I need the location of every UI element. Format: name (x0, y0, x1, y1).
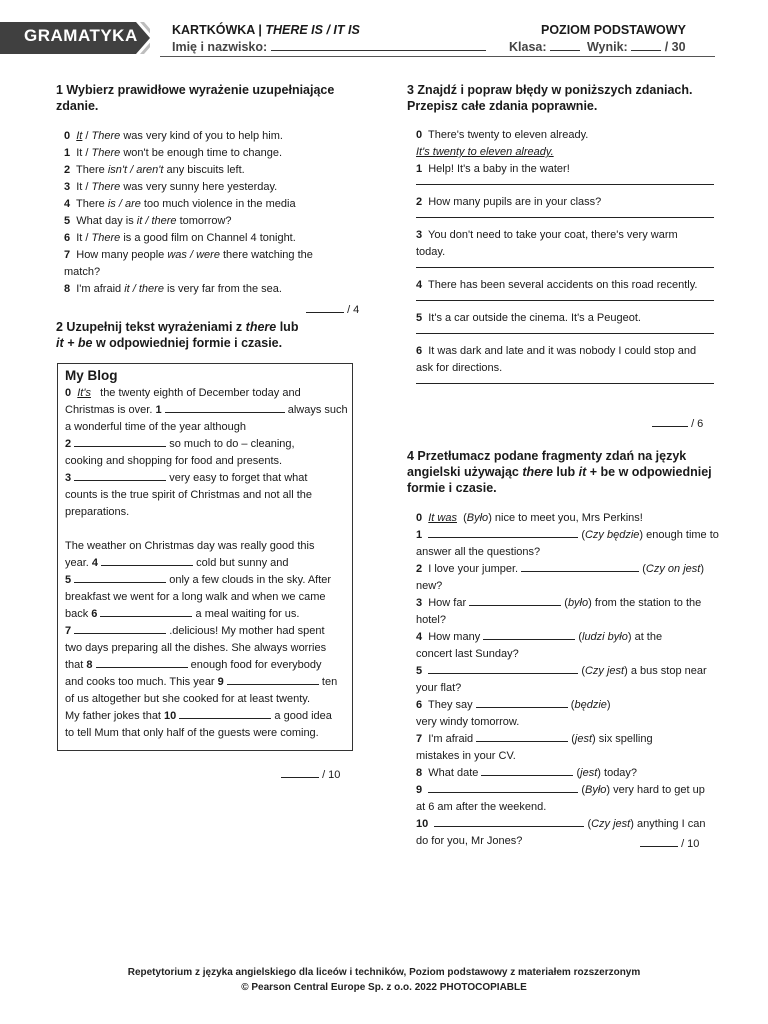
item-number: 5 (416, 665, 423, 677)
blog-line: and cooks too much. This year 9 ten (65, 676, 338, 688)
blog-line: a wonderful time of the year although (65, 421, 247, 433)
blog-line: that 8 enough food for everybody (65, 659, 322, 671)
list-item[interactable]: 10 (Czy jest) anything I can (416, 818, 706, 830)
item-number: 2 (416, 196, 423, 208)
blog-line: 5 only a few clouds in the sky. After (65, 574, 332, 586)
item-number: 6 (416, 345, 423, 357)
item-number: 0 (64, 130, 71, 142)
class-score-fields[interactable]: Klasa: Wynik: / 30 (509, 40, 686, 54)
list-item[interactable]: 6 They say (będzie) (416, 699, 611, 711)
item-cont: do for you, Mr Jones? (416, 835, 523, 847)
item-number: 5 (64, 215, 71, 227)
item-number: 2 (65, 438, 72, 450)
list-item[interactable]: 8 I'm afraid it / there is very far from the sea. (64, 283, 282, 295)
polish-hint: jest (574, 733, 593, 745)
blog-line: cooking and shopping for food and presents. (65, 455, 283, 467)
list-item[interactable]: 6 It / There is a good film on Channel 4 tonight. (64, 232, 296, 244)
answer-blank[interactable] (521, 561, 639, 572)
item-number: 10 (416, 818, 429, 830)
item-cont: today. (416, 246, 446, 258)
item-cont: hotel? (416, 614, 446, 626)
list-item[interactable]: 5 (Czy jest) a bus stop near (416, 665, 707, 677)
item-number: 4 (91, 557, 99, 569)
item-cont: mistakes in your CV. (416, 750, 516, 762)
item-number: 3 (64, 181, 71, 193)
item-number: 8 (86, 659, 93, 671)
worksheet-title: KARTKÓWKA | THERE IS / IT IS (172, 23, 360, 37)
item-number: 3 (416, 597, 423, 609)
answer-blank[interactable] (476, 731, 568, 742)
polish-hint: było (567, 597, 589, 609)
polish-hint: Czy jest (584, 665, 625, 677)
option-b[interactable]: There (91, 130, 121, 142)
options[interactable]: it / there (136, 215, 177, 227)
blog-line: year. 4 cold but sunny and (65, 557, 289, 569)
answer-blank[interactable] (476, 697, 568, 708)
blog-line: of us altogether but she cooked for at least twenty. (65, 693, 310, 705)
answer-blank[interactable] (227, 674, 319, 685)
list-item[interactable]: 3 How far (było) from the station to the (416, 597, 702, 609)
answer-blank[interactable] (434, 816, 584, 827)
example-answer: It's (77, 387, 91, 399)
options[interactable]: it / there (124, 283, 164, 295)
answer-blank[interactable] (428, 527, 578, 538)
list-item[interactable]: 9 (Było) very hard to get up (416, 784, 705, 796)
answer-blank[interactable] (101, 555, 193, 566)
task1-heading: 1 Wybierz prawidłowe wyrażenie uzupełniające zdanie. (56, 83, 335, 113)
item-number: 4 (416, 631, 423, 643)
header-divider (160, 56, 715, 57)
options[interactable]: isn't / aren't (107, 164, 164, 176)
polish-hint: Czy on jest (645, 563, 701, 575)
item-number: 3 (416, 229, 423, 241)
item-number: 5 (416, 312, 423, 324)
list-item: 5 It's a car outside the cinema. It's a Peugeot. (416, 310, 714, 334)
item-number: 5 (65, 574, 72, 586)
polish-hint: Było (584, 784, 607, 796)
list-item[interactable]: 7 I'm afraid (jest) six spelling (416, 733, 653, 745)
answer-blank[interactable] (469, 595, 561, 606)
item-cont: concert last Sunday? (416, 648, 519, 660)
item-number: 1 (416, 529, 423, 541)
answer-blank[interactable] (74, 436, 166, 447)
blog-line: 2 so much to do – cleaning, (65, 438, 295, 450)
answer-line[interactable] (416, 217, 714, 218)
list-item: 6 It was dark and late and it was nobody I could stop and ask for directions. (416, 343, 714, 384)
task2-heading: 2 Uzupełnij tekst wyrażeniami z there lub it + be w odpowiedniej formie i czasie. (56, 320, 299, 350)
polish-hint: Czy jest (591, 818, 631, 830)
item-number: 2 (64, 164, 71, 176)
list-item[interactable]: 4 There is / are too much violence in the media (64, 198, 296, 210)
blog-line: The weather on Christmas day was really good this (65, 540, 315, 552)
item-number: 7 (65, 625, 72, 637)
item-number: 8 (64, 283, 71, 295)
list-item[interactable]: 7 How many people was / were there watching the (64, 249, 313, 261)
answer-blank[interactable] (179, 708, 271, 719)
item-number: 6 (91, 608, 98, 620)
item-number: 1 (64, 147, 71, 159)
item-number: 6 (416, 699, 423, 711)
polish-hint: Było (466, 512, 489, 524)
name-field[interactable]: Imię i nazwisko: (172, 40, 486, 54)
list-item[interactable]: 0 It was (Było) nice to meet you, Mrs Perkins! (416, 512, 643, 524)
list-item[interactable]: 2 There isn't / aren't any biscuits left. (64, 164, 245, 176)
task3-list (416, 161, 714, 393)
item-number: 7 (64, 249, 71, 261)
polish-hint: Czy będzie (584, 529, 640, 541)
section-label: GRAMATYKA (24, 26, 138, 45)
item-cont: answer all the questions? (416, 546, 541, 558)
answer-line[interactable] (416, 333, 714, 334)
list-item[interactable]: 2 I love your jumper. (Czy on jest) new? (416, 563, 704, 592)
blog-line: breakfast we went for a long walk and when we came (65, 591, 326, 603)
task4-heading: 4 Przetłumacz podane fragmenty zdań na język angielski używając there lub it + be w odpowiedniej formie i czasie. (407, 449, 712, 495)
answer-blank[interactable] (100, 606, 192, 617)
answer-blank[interactable] (74, 572, 166, 583)
answer-line[interactable] (416, 300, 714, 301)
example-answer: It was (428, 512, 457, 524)
answer-blank[interactable] (165, 402, 285, 413)
task1-list (64, 128, 364, 298)
example-answer: It (76, 130, 83, 142)
option-a[interactable]: It (76, 147, 83, 159)
item-number: 1 (416, 163, 423, 175)
blog-text (65, 385, 350, 742)
list-item[interactable]: 8 What date (jest) today? (416, 767, 638, 779)
task3-score[interactable]: / 6 (652, 416, 703, 430)
list-item[interactable]: 1 It / There won't be enough time to change. (64, 147, 283, 159)
blog-line: 7 .delicious! My mother had spent (65, 625, 325, 637)
item-number: 2 (416, 563, 423, 575)
task3-example: 0 There's twenty to eleven already. It's twenty to eleven already. (416, 129, 589, 158)
task3-heading: 3 Znajdź i popraw błędy w poniższych zdaniach. Przepisz całe zdania poprawnie. (407, 83, 693, 113)
item-cont: your flat? (416, 682, 462, 694)
item-number: 4 (416, 279, 423, 291)
blog-line: counts is the true spirit of Christmas and not all the (65, 489, 313, 501)
answer-blank[interactable] (96, 657, 188, 668)
list-item-cont: match? (64, 266, 101, 278)
item-number: 3 (65, 472, 72, 484)
blog-line: back 6 a meal waiting for us. (65, 608, 300, 620)
answer-line[interactable] (416, 184, 714, 185)
option-b[interactable]: There (91, 232, 121, 244)
item-cont: ask for directions. (416, 362, 503, 374)
list-item: 3 You don't need to take your coat, there's very warm today. (416, 227, 714, 268)
list-item[interactable]: 3 It / There was very sunny here yesterday. (64, 181, 278, 193)
list-item: 4 There has been several accidents on this road recently. (416, 277, 714, 301)
answer-blank[interactable] (74, 623, 166, 634)
answer-blank[interactable] (483, 629, 575, 640)
answer-line[interactable] (416, 267, 714, 268)
blog-line: 0 It's the twenty eighth of December today and (65, 387, 301, 399)
option-b[interactable]: There (91, 147, 121, 159)
list-item[interactable]: 4 How many (ludzi było) at the (416, 631, 663, 643)
blog-line: preparations. (65, 506, 130, 518)
item-cont: at 6 am after the weekend. (416, 801, 547, 813)
blog-line: to tell Mum that only half of the guests were coming. (65, 727, 319, 739)
blog-line: two days preparing all the dishes. She always worries (65, 642, 327, 654)
item-number: 6 (64, 232, 71, 244)
task1-score[interactable]: / 4 (306, 302, 359, 316)
item-number: 1 (155, 404, 162, 416)
polish-hint: będzie (574, 699, 607, 711)
task4-list (416, 510, 721, 850)
task4-score[interactable]: / 10 (640, 836, 699, 850)
options[interactable]: is / are (107, 198, 141, 210)
answer-blank[interactable] (428, 782, 578, 793)
answer-blank[interactable] (74, 470, 166, 481)
option-b[interactable]: There (91, 181, 121, 193)
answer-line[interactable] (416, 383, 714, 384)
item-cont: very windy tomorrow. (416, 716, 520, 728)
footer-line1: Repetytorium z języka angielskiego dla liceów i techników, Poziom podstawowy z materiałem rozszerzonym (127, 967, 641, 978)
list-item: 2 How many pupils are in your class? (416, 194, 714, 218)
polish-hint: ludzi było (582, 631, 628, 643)
task2-score[interactable]: / 10 (281, 767, 340, 781)
polish-hint: jest (580, 767, 598, 779)
list-item: 1 Help! It's a baby in the water! (416, 161, 714, 185)
item-number: 9 (217, 676, 224, 688)
footer-line2: © Pearson Central Europe Sp. z o.o. 2022 PHOTOCOPIABLE (241, 982, 527, 993)
item-number: 10 (164, 710, 177, 722)
list-item[interactable]: 0 It / There was very kind of you to help him. (64, 130, 283, 142)
option-a[interactable]: It (76, 181, 83, 193)
blog-line: Christmas is over. 1 always such (65, 404, 348, 416)
item-number: 8 (416, 767, 423, 779)
answer-blank[interactable] (481, 765, 573, 776)
level-label: POZIOM PODSTAWOWY (541, 23, 686, 37)
answer-blank[interactable] (428, 663, 578, 674)
item-number: 0 (416, 512, 423, 524)
list-item[interactable]: 1 (Czy będzie) enough time to (416, 529, 719, 541)
blog-line: 3 very easy to forget that what (65, 472, 308, 484)
list-item[interactable]: 5 What day is it / there tomorrow? (64, 215, 232, 227)
options[interactable]: was / were (167, 249, 220, 261)
item-number: 7 (416, 733, 423, 745)
item-number: 4 (64, 198, 71, 210)
blog-title: My Blog (65, 368, 118, 383)
blog-line: My father jokes that 10 a good idea (65, 710, 332, 722)
item-number: 0 (65, 387, 72, 399)
option-a[interactable]: It (76, 232, 83, 244)
item-number: 9 (416, 784, 423, 796)
